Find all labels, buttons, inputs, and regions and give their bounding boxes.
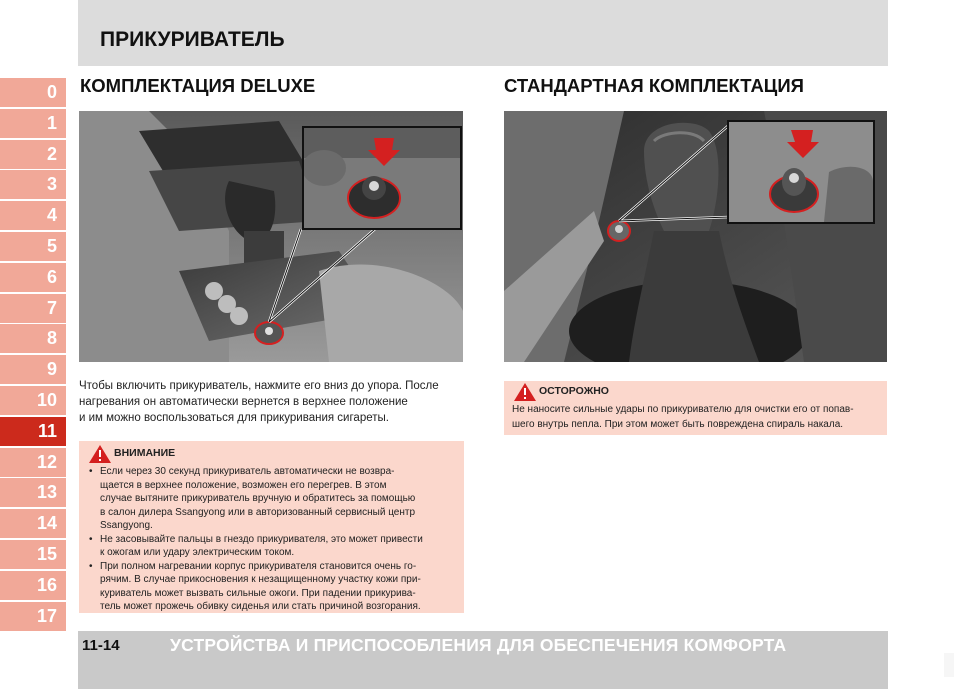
chapter-tab-13[interactable]: 13 <box>0 478 66 507</box>
standard-gearshift-photo <box>504 111 887 362</box>
chapter-tab-17[interactable]: 17 <box>0 602 66 631</box>
chapter-tab-14[interactable]: 14 <box>0 509 66 538</box>
warning-line: тель может прожечь обивку сиденья или стать причиной возгорания. <box>100 601 421 612</box>
deluxe-inset-illustration <box>304 128 460 228</box>
warning-item <box>87 560 459 614</box>
warning-line: к ожогам или удару электрическим током. <box>100 547 295 558</box>
warning-list <box>87 465 459 614</box>
warning-item <box>87 465 459 533</box>
chapter-tab-2[interactable]: 2 <box>0 140 66 169</box>
chapter-tab-0[interactable]: 0 <box>0 78 66 107</box>
chapter-tab-1[interactable]: 1 <box>0 109 66 138</box>
chapter-tab-12[interactable]: 12 <box>0 448 66 477</box>
chapter-tab-5[interactable]: 5 <box>0 232 66 261</box>
chapter-tab-11-active[interactable]: 11 <box>0 417 66 446</box>
chapter-tab-8[interactable]: 8 <box>0 324 66 353</box>
warning-line: • При полном нагревании корпус прикуривателя становится очень го- <box>100 560 417 572</box>
deluxe-zoom-inset <box>302 126 462 230</box>
deluxe-instruction-line: и им можно воспользоваться для прикуривания сигареты. <box>79 412 389 424</box>
warning-line: куриватель может вызвать сильные ожоги. При падении прикурива- <box>100 587 416 599</box>
standard-zoom-inset <box>727 120 875 224</box>
page-number: 11-14 <box>82 637 120 654</box>
deluxe-instruction <box>79 378 464 426</box>
page-title: ПРИКУРИВАТЕЛЬ <box>100 28 285 51</box>
caution-line: Не наносите сильные удары по прикуривателю для очистки его от попав- <box>512 404 854 415</box>
warning-title: ВНИМАНИЕ <box>114 447 176 459</box>
warning-line: • Не засовывайте пальцы в гнездо прикуривателя, это может привести <box>100 533 423 545</box>
warning-line: случае вытяните прикуриватель вручную и обратитесь за помощью <box>100 493 416 504</box>
caution-box <box>504 381 887 435</box>
deluxe-console-photo <box>79 111 463 362</box>
warning-line: щается в верхнее положение, возможен его перегрев. В этом <box>100 479 387 491</box>
standard-inset-illustration <box>729 122 873 222</box>
warning-line: в салон дилера Ssangyong или в авторизованный сервисный центр <box>100 506 416 518</box>
warning-line: • Если через 30 секунд прикуриватель автоматически не возвра- <box>100 466 395 477</box>
deluxe-heading: КОМПЛЕКТАЦИЯ DELUXE <box>80 75 316 96</box>
chapter-tab-4[interactable]: 4 <box>0 201 66 230</box>
deluxe-instruction-line: нагревания он автоматически вернется в верхнее положение <box>79 396 408 408</box>
warning-box <box>79 441 464 613</box>
page-header <box>78 0 888 66</box>
chapter-tab-10[interactable]: 10 <box>0 386 66 415</box>
caution-title: ОСТОРОЖНО <box>539 385 609 397</box>
warning-item <box>87 533 459 560</box>
warning-line: Ssangyong. <box>100 520 153 531</box>
standard-heading: СТАНДАРТНАЯ КОМПЛЕКТАЦИЯ <box>504 75 804 96</box>
chapter-tab-9[interactable]: 9 <box>0 355 66 384</box>
chapter-tab-6[interactable]: 6 <box>0 263 66 292</box>
caution-icon <box>513 382 537 402</box>
chapter-title: УСТРОЙСТВА И ПРИСПОСОБЛЕНИЯ ДЛЯ ОБЕСПЕЧЕНИЯ КОМФОРТА <box>170 635 787 655</box>
warning-line: рячим. В случае прикосновения к незащищенному участку кожи при- <box>100 574 421 585</box>
caution-line: шего внутрь пепла. При этом может быть повреждена спираль накала. <box>512 419 844 430</box>
edge-marker <box>944 653 954 677</box>
warning-icon <box>88 444 112 464</box>
page-footer <box>78 631 888 689</box>
chapter-tab-3[interactable]: 3 <box>0 170 66 199</box>
caution-text <box>512 402 884 432</box>
deluxe-instruction-line: Чтобы включить прикуриватель, нажмите его вниз до упора. После <box>79 380 439 392</box>
chapter-tab-15[interactable]: 15 <box>0 540 66 569</box>
chapter-tab-7[interactable]: 7 <box>0 294 66 323</box>
chapter-tab-16[interactable]: 16 <box>0 571 66 600</box>
